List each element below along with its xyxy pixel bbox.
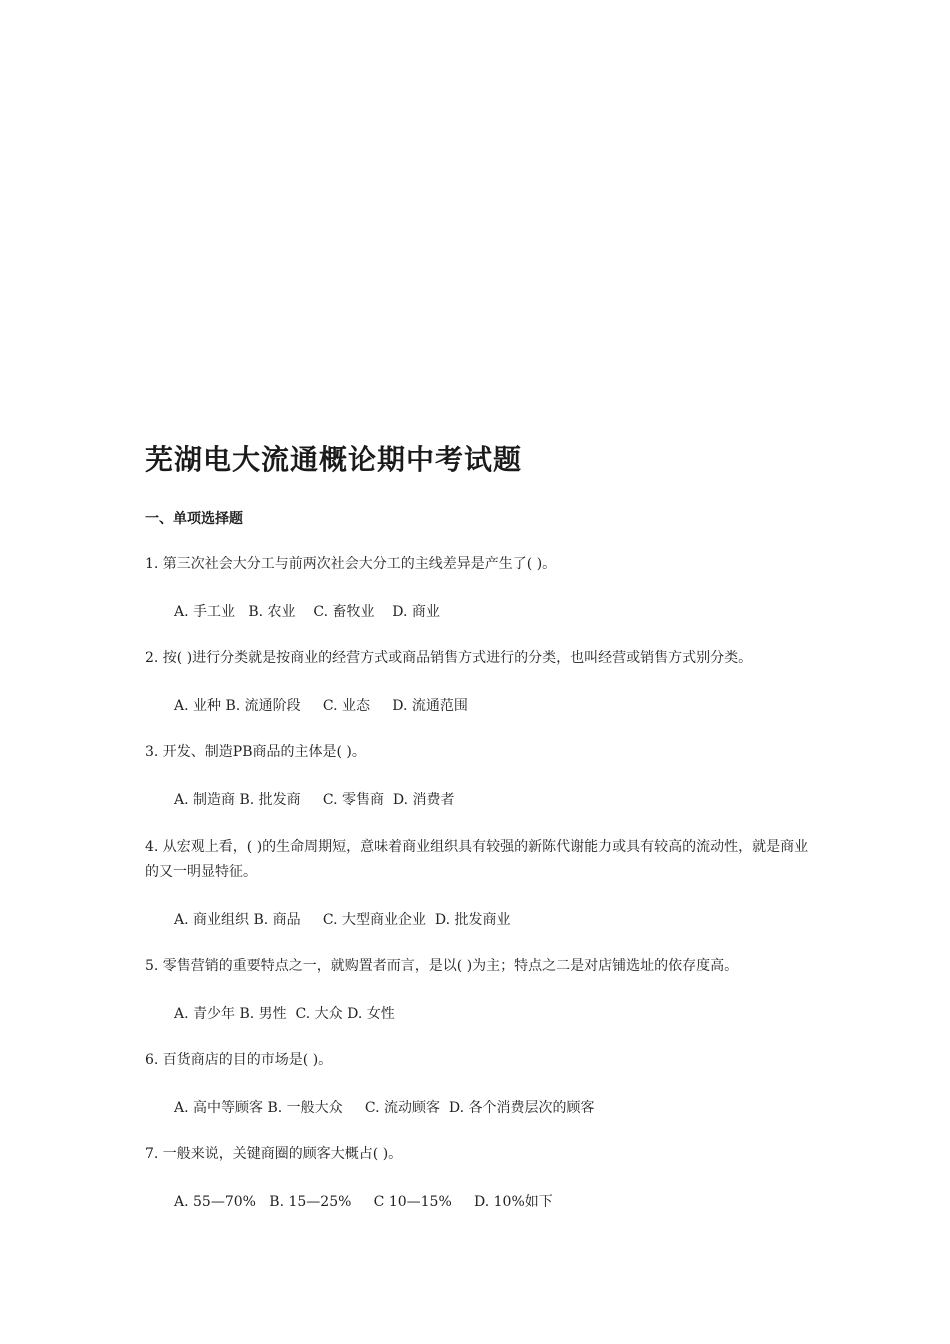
- question-4-options: A. 商业组织 B. 商品 C. 大型商业企业 D. 批发商业: [174, 912, 511, 928]
- question-1-options: A. 手工业 B. 农业 C. 畜牧业 D. 商业: [174, 604, 440, 620]
- section-heading: 一、单项选择题: [145, 511, 243, 527]
- question-4: 4. 从宏观上看，( )的生命周期短，意味着商业组织具有较强的新陈代谢能力或具有较高的流动性，就是商业的又一明显特征。: [145, 839, 809, 880]
- question-5-options: A. 青少年 B. 男性 C. 大众 D. 女性: [174, 1006, 395, 1022]
- document-title: 芜湖电大流通概论期中考试题: [145, 443, 523, 476]
- question-2: 2. 按( )进行分类就是按商业的经营方式或商品销售方式进行的分类，也叫经营或销售方式别分类。: [145, 650, 753, 666]
- question-7-options: A. 55—70% B. 15—25% C 10—15% D. 10%如下: [174, 1194, 553, 1210]
- question-7: 7. 一般来说，关键商圈的顾客大概占( )。: [145, 1146, 403, 1162]
- question-5: 5. 零售营销的重要特点之一，就购置者而言，是以( )为主；特点之二是对店铺选址的依存度高。: [145, 958, 739, 974]
- question-3-options: A. 制造商 B. 批发商 C. 零售商 D. 消费者: [174, 792, 455, 808]
- question-6: 6. 百货商店的目的市场是( )。: [145, 1052, 333, 1068]
- question-3: 3. 开发、制造PB商品的主体是( )。: [145, 744, 366, 760]
- question-2-options: A. 业种 B. 流通阶段 C. 业态 D. 流通范围: [174, 698, 468, 714]
- question-1: 1. 第三次社会大分工与前两次社会大分工的主线差异是产生了( )。: [145, 556, 557, 572]
- question-6-options: A. 高中等顾客 B. 一般大众 C. 流动顾客 D. 各个消费层次的顾客: [174, 1100, 595, 1116]
